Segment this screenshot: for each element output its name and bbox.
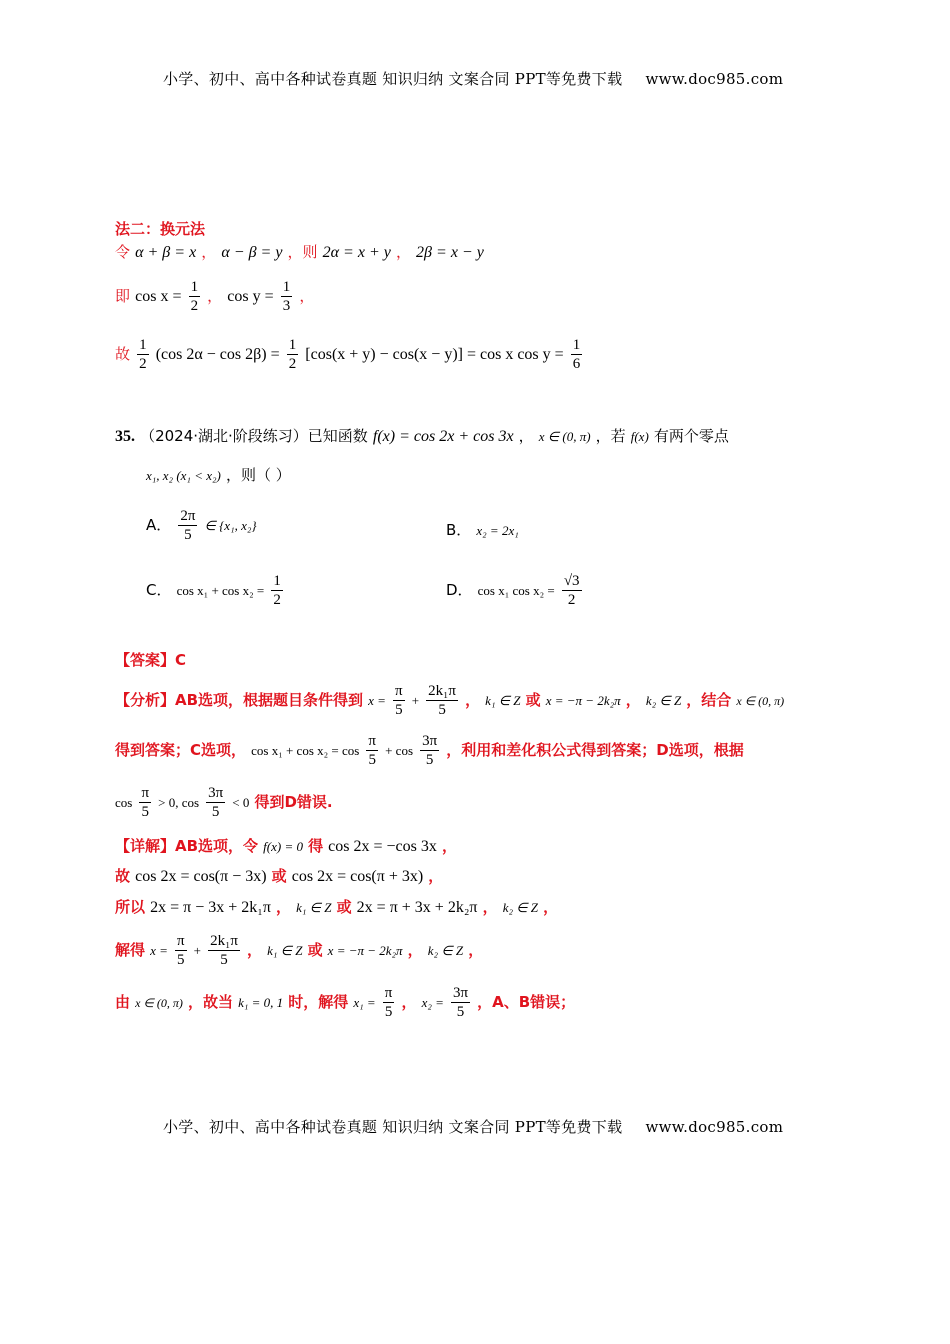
method2-title: 法二：换元法 [115, 220, 206, 238]
fraction: $\frac{1}{6}$ [572, 337, 581, 372]
footer-url[interactable]: www.doc985.com [645, 1118, 784, 1136]
fraction: $\frac{\pi}{5}$ [141, 785, 150, 820]
fraction: $\frac{3\pi}{5}$ [452, 985, 469, 1020]
question-stem-2: x₁, x₂ (x₁ < x₂) ，则（ ） [146, 466, 291, 484]
detail-line1: 【详解】AB选项，令 f(x) = 0 得 cos 2x = −cos 3x ， [115, 837, 457, 855]
method2-line1: 令 α + β = x ， α − β = y ，则 2α = x + y ， 2β = x − y [115, 243, 484, 261]
option-b[interactable]: B． x₂ = 2x₁ [446, 521, 519, 539]
option-a[interactable]: A． $\frac{2\pi}{5}$ ∈ {x₁, x₂} [146, 508, 257, 543]
fraction: $\frac{1}{2}$ [288, 337, 297, 372]
fraction: $\frac{1}{2}$ [190, 279, 199, 314]
fraction: $\frac{3\pi}{5}$ [208, 785, 224, 820]
analysis-line3: cos $\frac{\pi}{5}$ > 0, cos $\frac{3\pi}{5}$ < 0 得到D错误. [115, 785, 333, 820]
fraction: $\frac{2\pi}{5}$ [180, 508, 196, 543]
question-stem: 35. （2024·湖北·阶段练习）已知函数 f(x) = cos 2x + cos 3x ， x ∈ (0, π) ，若 f(x) 有两个零点 [115, 427, 729, 445]
fraction: $\frac{\text{2k₁π}}{5}$ [428, 683, 456, 718]
header [163, 68, 783, 89]
option-c[interactable]: C． cos x₁ + cos x₂ = $\frac{1}{2}$ [146, 573, 281, 608]
fraction: $\frac{1}{3}$ [282, 279, 291, 314]
analysis-line1: 【分析】AB选项，根据题目条件得到 x = $\frac{\pi}{5}$ + $\frac{\text{2k₁π}}{5}$ ， k₁ ∈ Z 或 x = −π − 2k₂π ， k₂ ∈ Z ，结合 x ∈ (0, π) [115, 683, 785, 718]
option-d[interactable]: D． cos x₁ cos x₂ = $\frac{√3}{2}$ [446, 573, 580, 608]
header-text: 小学、初中、高中各种试卷真题 知识归纳 文案合同 PPT等免费下载 [163, 70, 623, 88]
fraction: $\frac{1}{2}$ [139, 337, 147, 372]
fraction: $\frac{\pi}{5}$ [384, 985, 393, 1020]
analysis-line2: 得到答案；C选项， cos x₁ + cos x₂ = cos $\frac{\pi}{5}$ + cos $\frac{3\pi}{5}$ ，利用和差化积公式得到答案；D选项，根据 [115, 733, 744, 768]
detail-line5: 由 x ∈ (0, π) ，故当 k₁ = 0, 1 时，解得 x₁ = $\frac{\pi}{5}$ ， x₂ = $\frac{3\pi}{5}$ ，A、B错误； [115, 985, 576, 1020]
fraction: $\frac{\pi}{5}$ [368, 733, 376, 768]
method2-line2: 即 cos x = $\frac{1}{2}$ ， cos y = $\frac{1}{3}$ ， [115, 279, 315, 314]
detail-line4: 解得 x = $\frac{\pi}{5}$ + $\frac{\text{2k₁π}}{5}$ ， k₁ ∈ Z 或 x = −π − 2k₂π ， k₂ ∈ Z ， [115, 933, 484, 968]
footer-text: 小学、初中、高中各种试卷真题 知识归纳 文案合同 PPT等免费下载 [163, 1118, 623, 1136]
fraction: $\frac{\pi}{5}$ [395, 683, 403, 718]
fraction: $\frac{1}{2}$ [273, 573, 281, 608]
question-number: 35. [115, 428, 135, 445]
footer [163, 1116, 783, 1137]
fraction: $\frac{\text{2k₁π}}{5}$ [210, 933, 238, 968]
header-url[interactable]: www.doc985.com [645, 70, 784, 88]
detail-line2: 故 cos 2x = cos(π − 3x) 或 cos 2x = cos(π + 3x) ， [115, 867, 444, 885]
method2-line3: 故 $\frac{1}{2}$ (cos 2α − cos 2β) = $\frac{1}{2}$ [cos(x + y) − cos(x − y)] = cos x cos y = $\frac{1}{6}$ [115, 337, 581, 372]
fraction: $\frac{√3}{2}$ [563, 573, 580, 608]
fraction: $\frac{\pi}{5}$ [177, 933, 185, 968]
detail-line3: 所以 2x = π − 3x + 2k₁π ， k₁ ∈ Z 或 2x = π + 3x + 2k₂π ， k₂ ∈ Z ， [115, 898, 559, 916]
answer: 【答案】C [115, 651, 187, 669]
fraction: $\frac{3\pi}{5}$ [422, 733, 438, 768]
